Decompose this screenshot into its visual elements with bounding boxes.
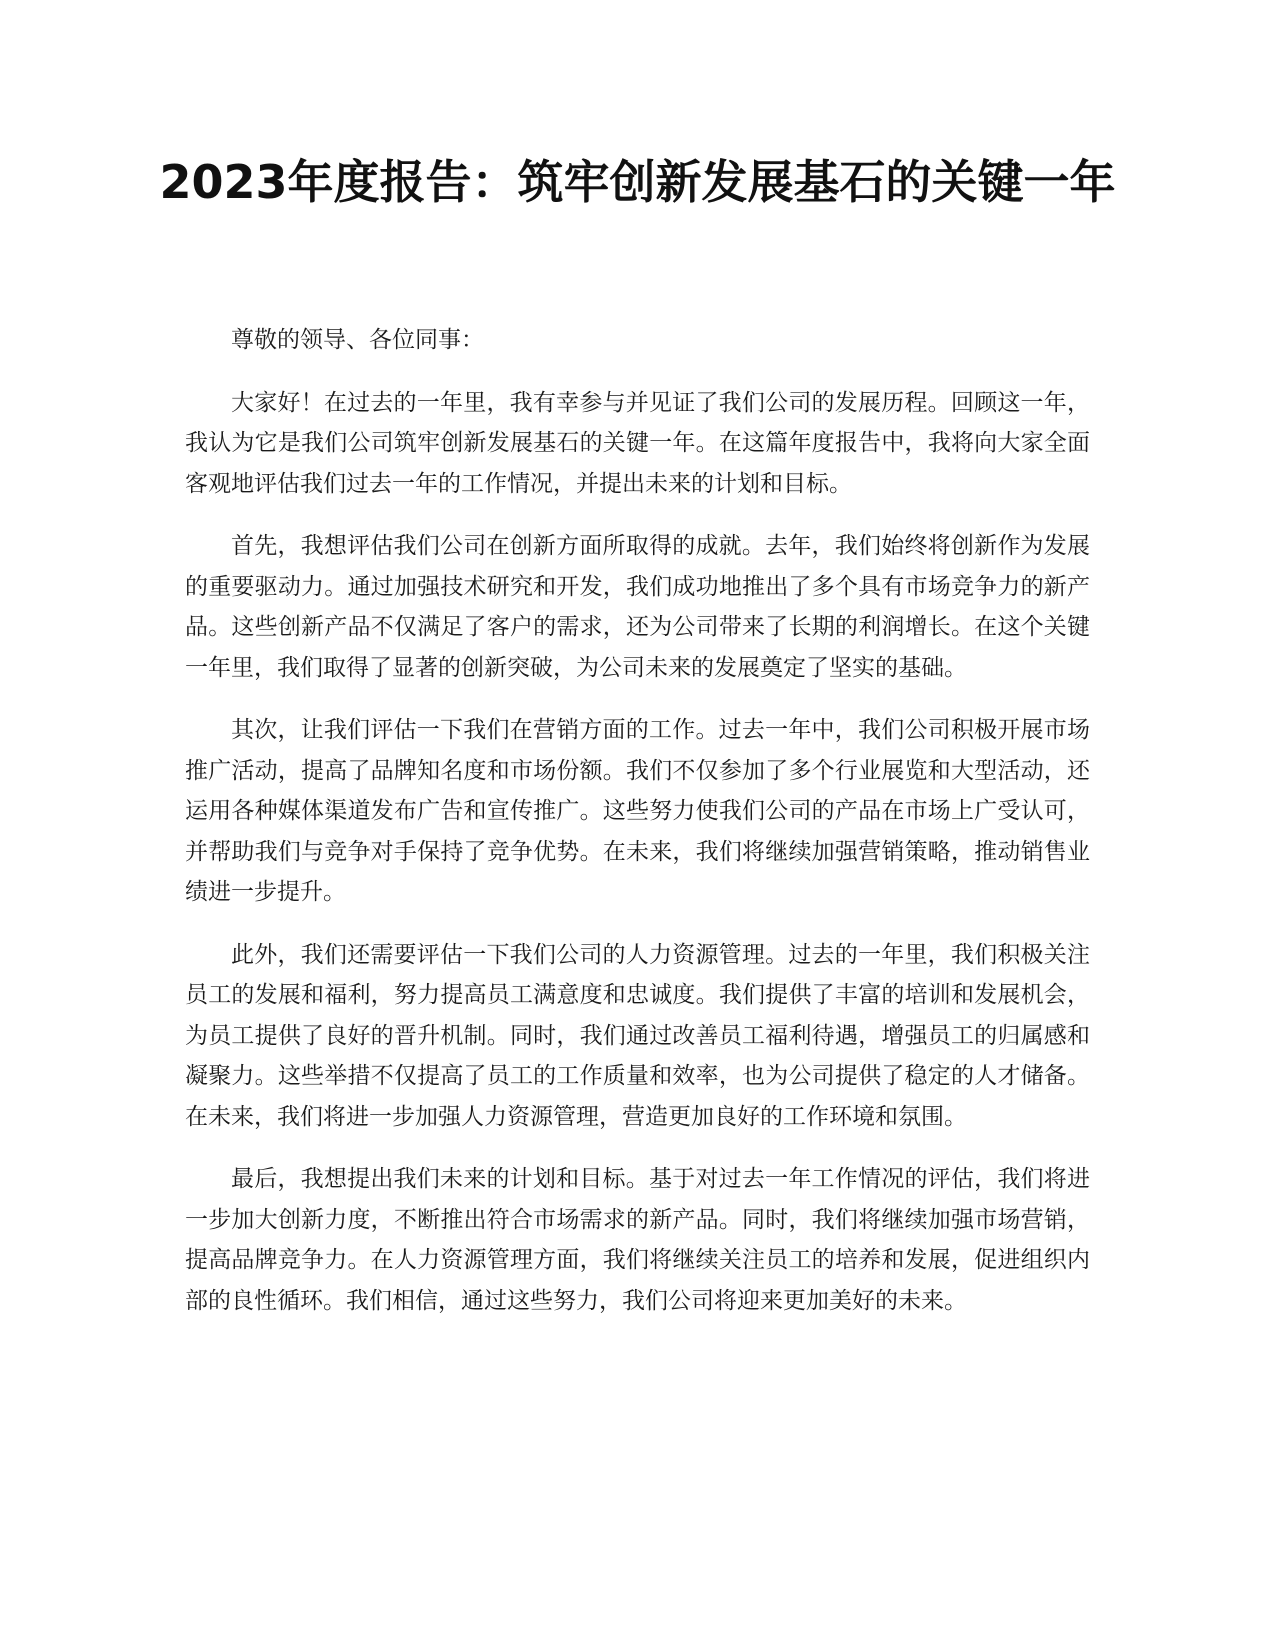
paragraph-human-resources: 此外，我们还需要评估一下我们公司的人力资源管理。过去的一年里，我们积极关注员工的发展和福利，努力提高员工满意度和忠诚度。我们提供了丰富的培训和发展机会，为员工提供了良好的晋升机制。同时，我们通过改善员工福利待遇，增强员工的归属感和凝聚力。这些举措不仅提高了员工的工作质量和效率，也为公司提供了稳定的人才储备。在未来，我们将进一步加强人力资源管理，营造更加良好的工作环境和氛围。 [185,941,1090,1130]
paragraph-marketing: 其次，让我们评估一下我们在营销方面的工作。过去一年中，我们公司积极开展市场推广活动，提高了品牌知名度和市场份额。我们不仅参加了多个行业展览和大型活动，还运用各种媒体渠道发布广告和宣传推广。这些努力使我们公司的产品在市场上广受认可，并帮助我们与竞争对手保持了竞争优势。在未来，我们将继续加强营销策略，推动销售业绩进一步提升。 [185,717,1090,905]
paragraph-opening: 大家好！在过去的一年里，我有幸参与并见证了我们公司的发展历程。回顾这一年，我认为它是我们公司筑牢创新发展基石的关键一年。在这篇年度报告中，我将向大家全面客观地评估我们过去一年的工作情况，并提出未来的计划和目标。 [185,389,1090,497]
document-body [185,320,1090,1343]
salutation: 尊敬的领导、各位同事： [231,327,484,353]
paragraph-innovation: 首先，我想评估我们公司在创新方面所取得的成就。去年，我们始终将创新作为发展的重要驱动力。通过加强技术研究和开发，我们成功地推出了多个具有市场竞争力的新产品。这些创新产品不仅满足了客户的需求，还为公司带来了长期的利润增长。在这个关键一年里，我们取得了显著的创新突破，为公司未来的发展奠定了坚实的基础。 [185,533,1090,681]
document-title: 2023年度报告：筑牢创新发展基石的关键一年 [159,155,1116,209]
paragraph-future-plans: 最后，我想提出我们未来的计划和目标。基于对过去一年工作情况的评估，我们将进一步加大创新力度，不断推出符合市场需求的新产品。同时，我们将继续加强市场营销，提高品牌竞争力。在人力资源管理方面，我们将继续关注员工的培养和发展，促进组织内部的良性循环。我们相信，通过这些努力，我们公司将迎来更加美好的未来。 [185,1166,1090,1314]
